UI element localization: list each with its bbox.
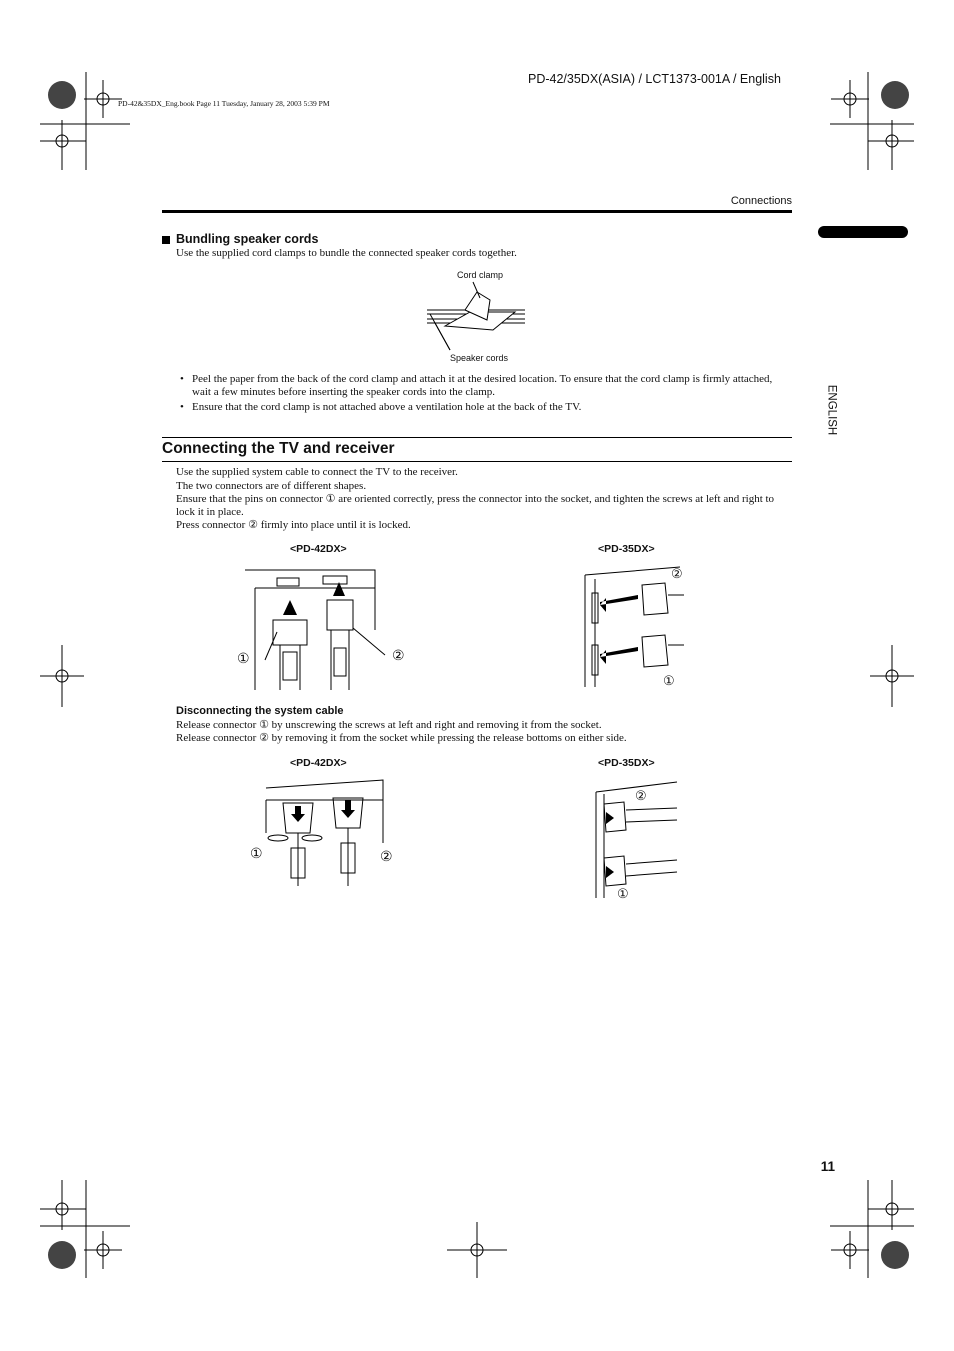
figure-label-pd42: <PD-42DX> xyxy=(290,757,347,769)
connector-2-label: ② xyxy=(392,647,405,663)
disconnecting-line: Release connector ① by unscrewing the screws at left and right and removing it from the socket. xyxy=(176,719,602,731)
disconnecting-line: Release connector ② by removing it from the socket while pressing the release bottoms on either side. xyxy=(176,732,627,744)
document-id: PD-42/35DX(ASIA) / LCT1373-001A / English xyxy=(528,72,781,86)
connector-2-label: ② xyxy=(635,788,647,803)
section-label: Connections xyxy=(730,195,792,207)
disconnecting-heading: Disconnecting the system cable xyxy=(176,705,344,717)
header-rule xyxy=(162,210,792,213)
square-bullet-icon xyxy=(162,236,170,244)
bundling-intro: Use the supplied cord clamps to bundle the connected speaker cords together. xyxy=(176,247,517,259)
label-cord-clamp: Cord clamp xyxy=(457,270,504,280)
connecting-line: Press connector ② firmly into place until it is locked. xyxy=(176,519,411,531)
connector-1-label: ① xyxy=(250,845,263,861)
connector-1-label: ① xyxy=(617,886,629,901)
connector-1-label: ① xyxy=(663,673,675,688)
figure-label-pd35: <PD-35DX> xyxy=(598,757,655,769)
side-tab-marker xyxy=(818,226,908,238)
cord-clamp-illustration xyxy=(425,280,527,355)
figure-label-pd42: <PD-42DX> xyxy=(290,543,347,555)
bundling-heading: Bundling speaker cords xyxy=(162,232,318,246)
page-number: 11 xyxy=(820,1159,835,1174)
connecting-line: Ensure that the pins on connector ① are oriented correctly, press the connector into the socket, and tighten the screws at left and right to lock it in place. xyxy=(176,493,775,518)
bullet-item: • Ensure that the cord clamp is not attached above a ventilation hole at the back of the TV. xyxy=(180,401,582,413)
connecting-line: The two connectors are of different shapes. xyxy=(176,480,367,492)
section-rule-bottom xyxy=(162,461,792,462)
disconnect-pd42-illustration xyxy=(248,778,398,888)
figure-label-pd35: <PD-35DX> xyxy=(598,543,655,555)
connect-pd35-illustration xyxy=(580,565,690,690)
connector-2-label: ② xyxy=(671,566,683,581)
connect-pd42-illustration xyxy=(235,560,415,695)
connector-2-label: ② xyxy=(380,848,393,864)
connecting-heading: Connecting the TV and receiver xyxy=(162,440,395,457)
connector-1-label: ① xyxy=(237,650,250,666)
bullet-item: • Peel the paper from the back of the cord clamp and attach it at the desired location. To ensure that the cord clamp is firmly attached, wait a few minutes before inserting the speaker cords into the clamp. xyxy=(180,373,773,398)
connecting-line: Use the supplied system cable to connect the TV to the receiver. xyxy=(176,466,458,478)
label-speaker-cords: Speaker cords xyxy=(450,353,509,363)
section-rule-top xyxy=(162,437,792,438)
book-line: PD-42&35DX_Eng.book Page 11 Tuesday, January 28, 2003 5:39 PM xyxy=(118,99,330,108)
side-language-label: ENGLISH xyxy=(825,384,838,436)
